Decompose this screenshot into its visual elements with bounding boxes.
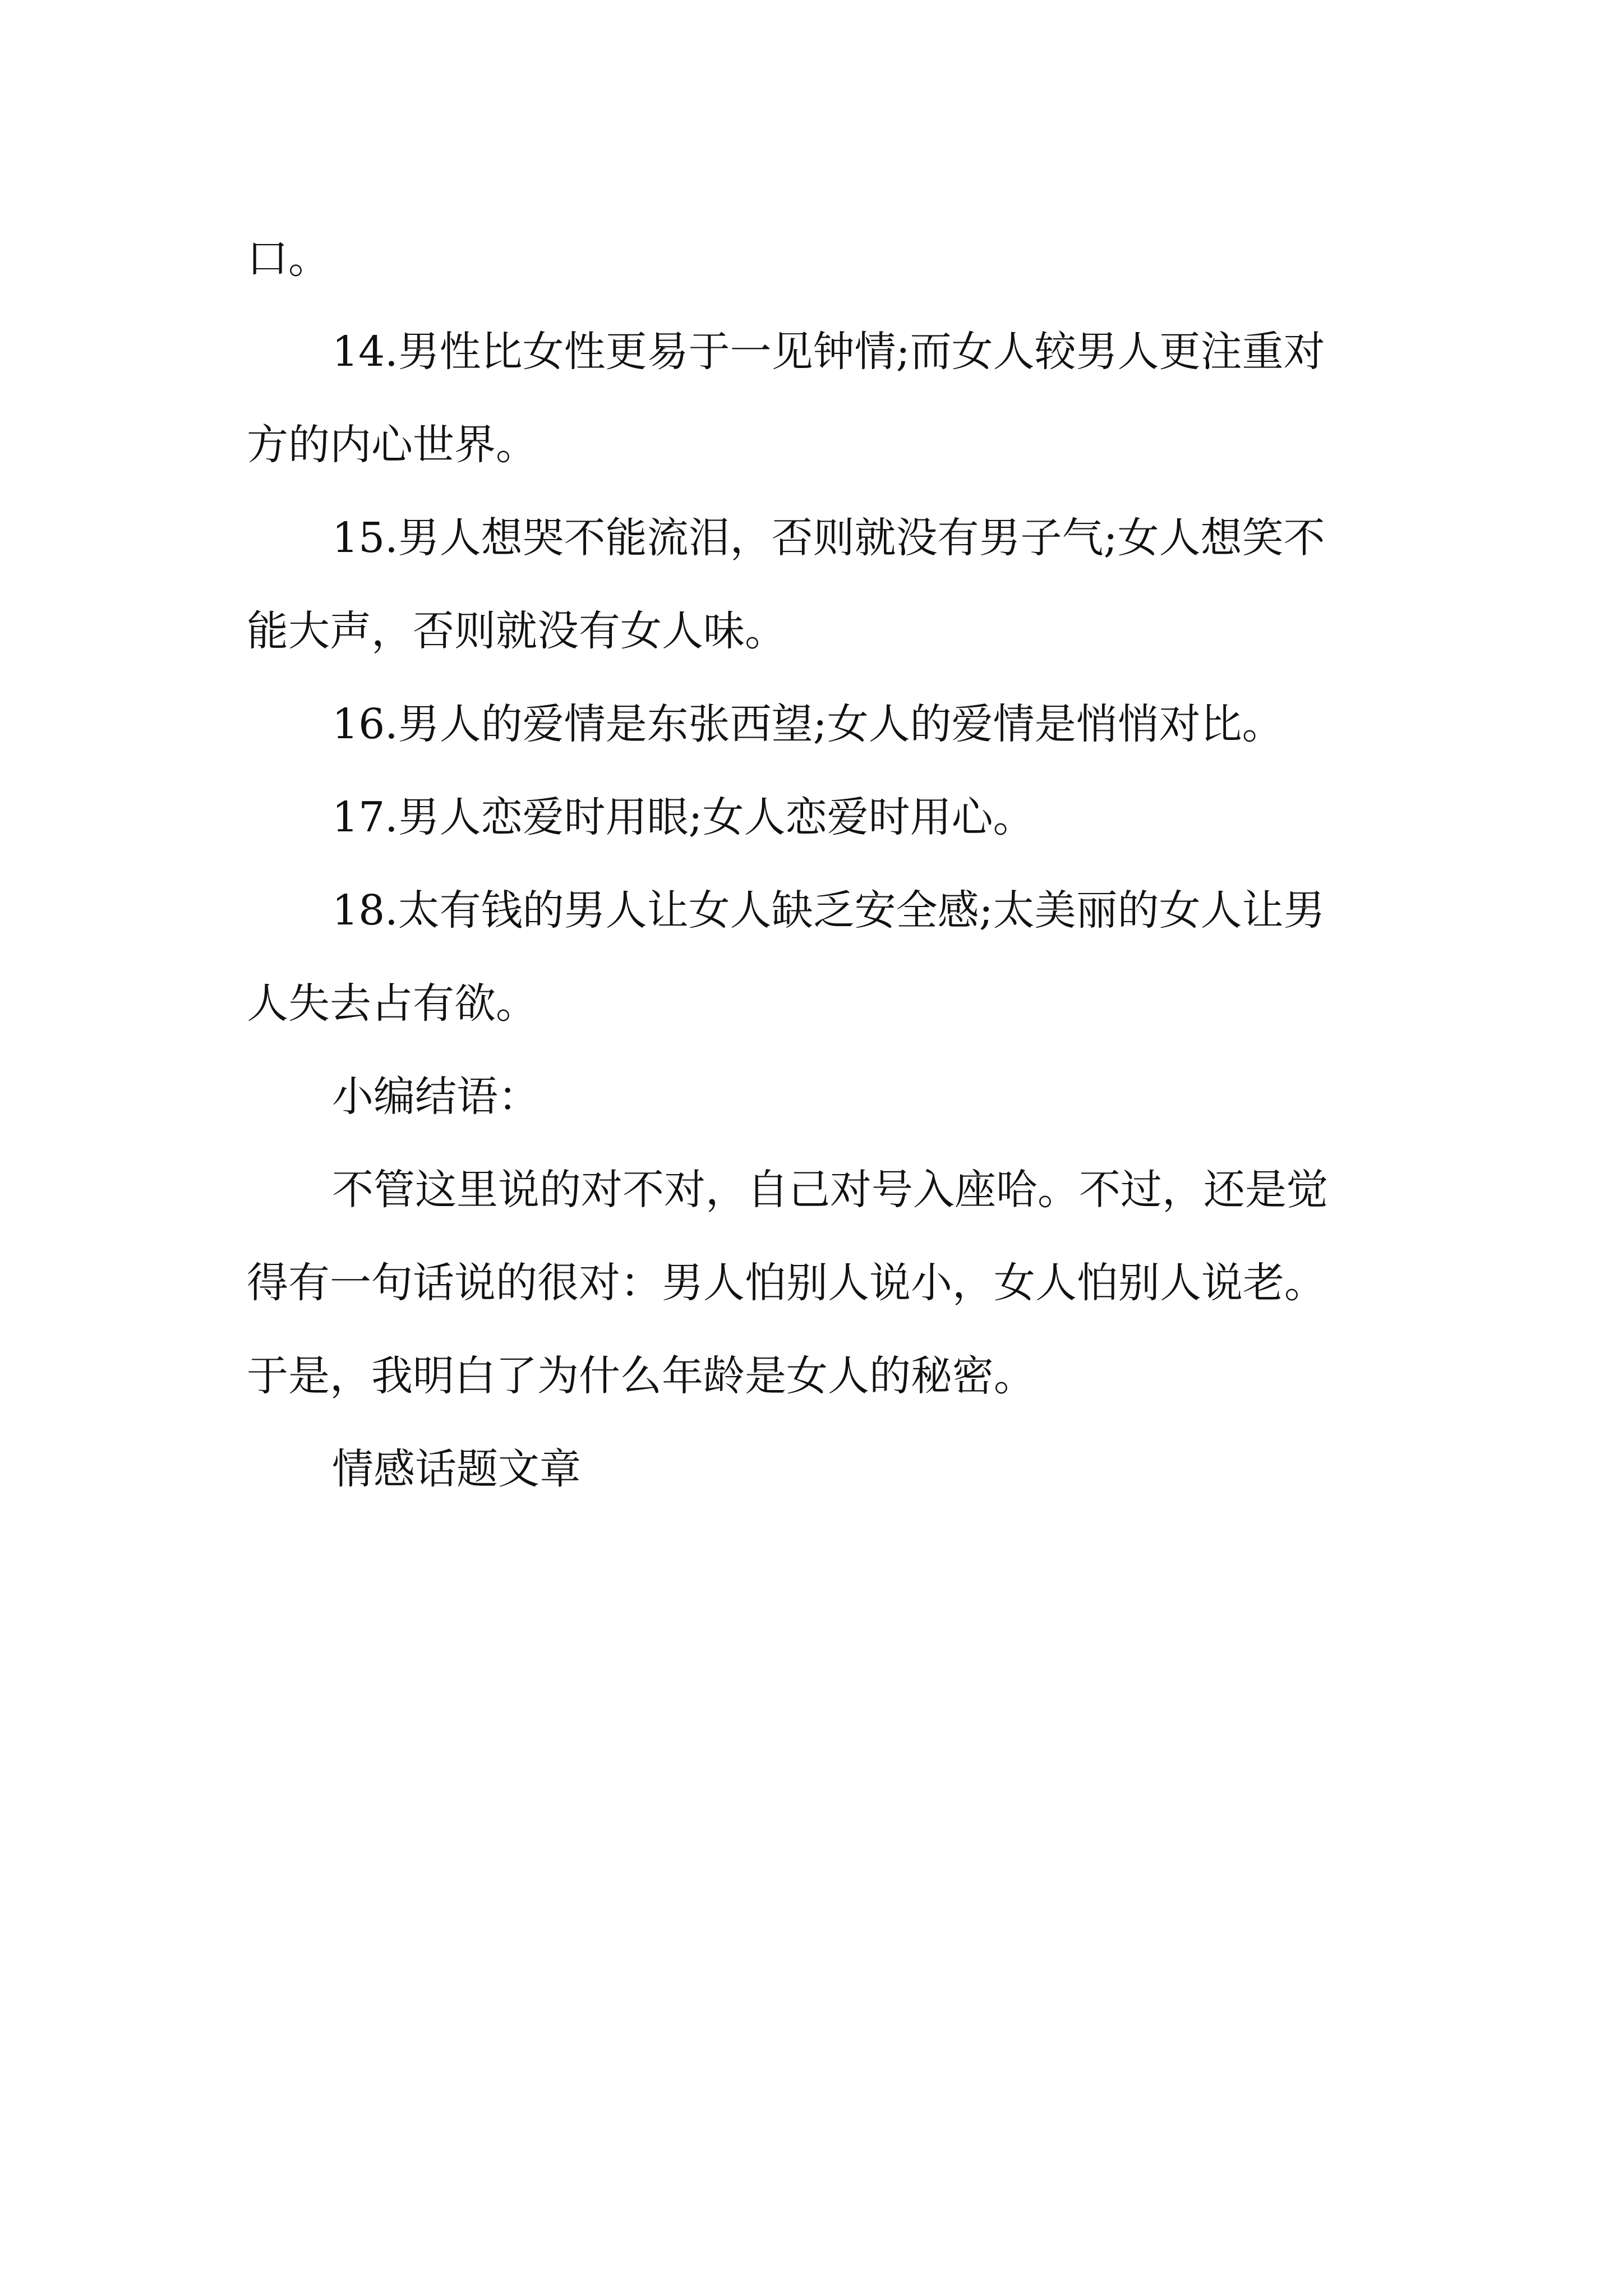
document-body — [247, 212, 1391, 1516]
paragraph-line: 15.男人想哭不能流泪，否则就没有男子气;女人想笑不 — [332, 514, 1325, 562]
paragraph-line: 不管这里说的对不对，自己对号入座哈。不过，还是觉 — [332, 1166, 1328, 1214]
footer-label: 情感话题文章 — [332, 1445, 581, 1493]
paragraph-line: 口。 — [247, 234, 330, 283]
paragraph-line: 于是，我明白了为什么年龄是女人的秘密。 — [247, 1352, 1035, 1400]
paragraph-line: 方的内心世界。 — [247, 421, 537, 469]
paragraph-line: 人失去占有欲。 — [247, 979, 537, 1028]
paragraph-line: 18.太有钱的男人让女人缺乏安全感;太美丽的女人让男 — [332, 886, 1325, 935]
paragraph-line: 17.男人恋爱时用眼;女人恋爱时用心。 — [332, 793, 1035, 841]
paragraph-line: 得有一句话说的很对：男人怕别人说小，女人怕别人说老。 — [247, 1259, 1326, 1307]
paragraph-line: 能大声，否则就没有女人味。 — [247, 607, 786, 655]
paragraph-line: 14.男性比女性更易于一见钟情;而女人较男人更注重对 — [332, 328, 1325, 376]
paragraph-line: 16.男人的爱情是东张西望;女人的爱情是悄悄对比。 — [332, 700, 1284, 748]
section-heading: 小编结语： — [332, 1073, 540, 1121]
